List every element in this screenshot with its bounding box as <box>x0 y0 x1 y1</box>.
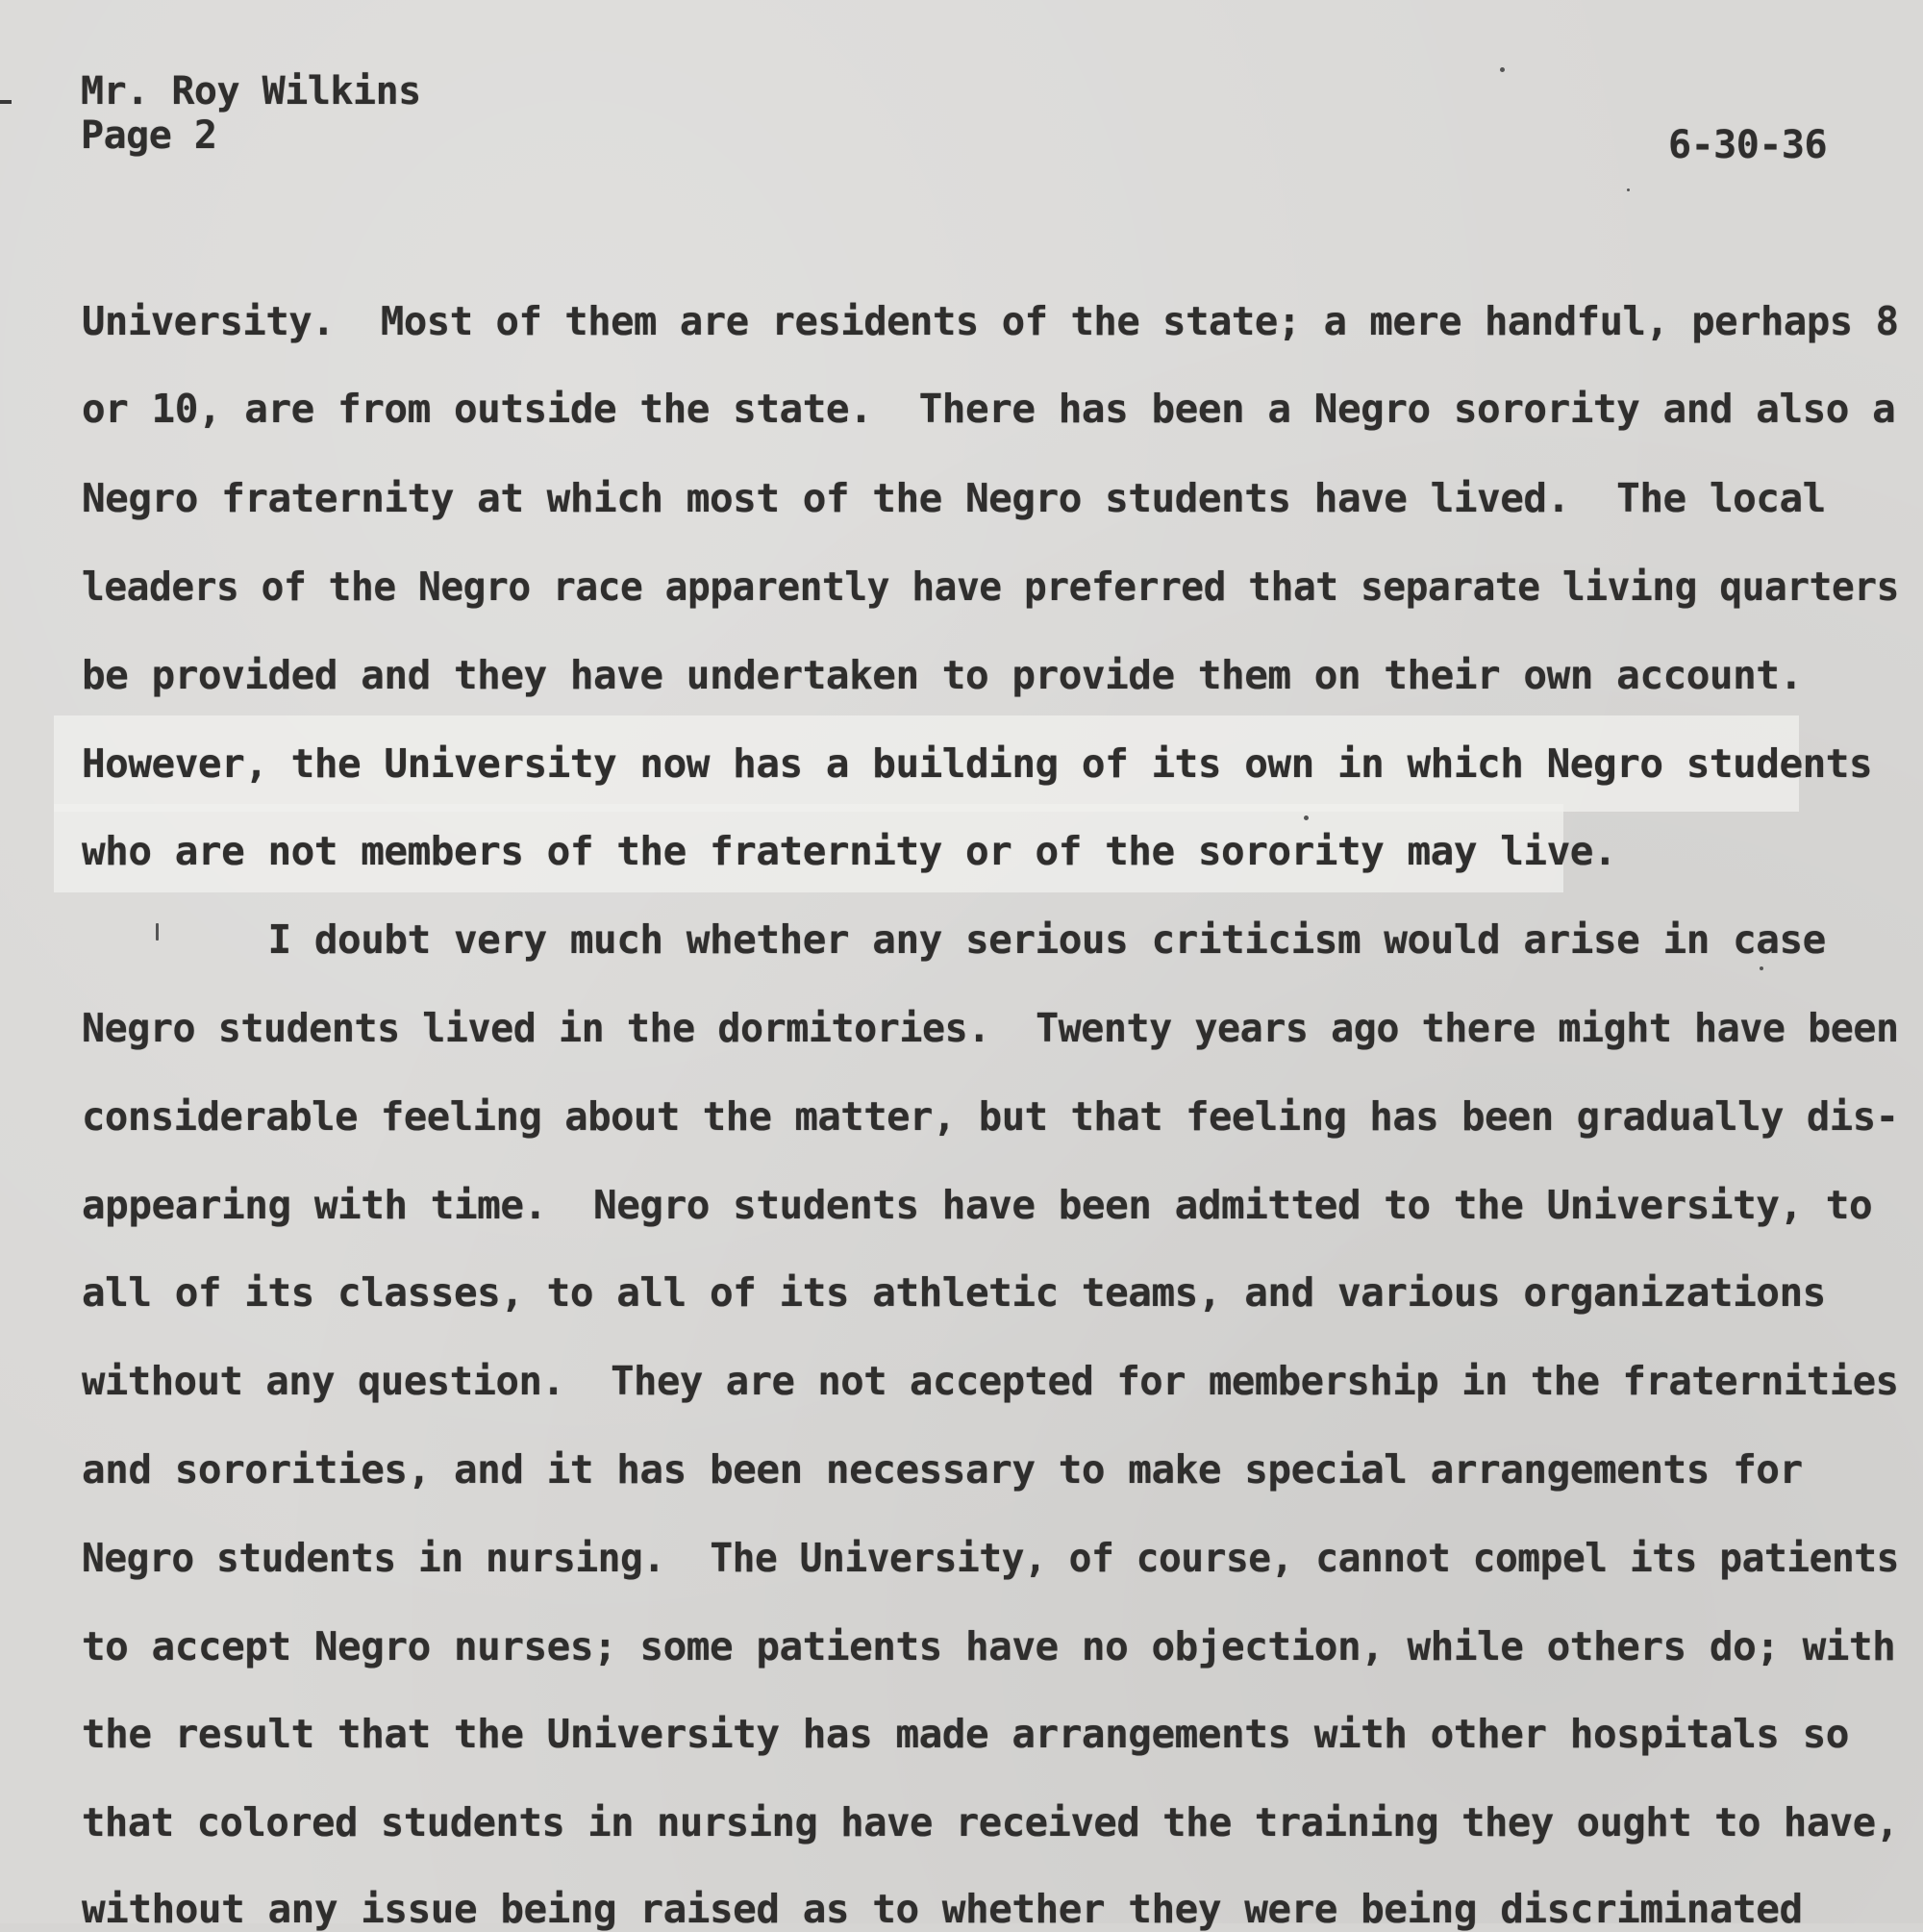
body-line-18: that colored students in nursing have received the training they ought to have, <box>82 1799 1899 1845</box>
body-line-19: without any issue being raised as to whether they were being discriminated <box>82 1886 1803 1932</box>
body-line-13: without any question. They are not accepted for membership in the fraternities <box>82 1358 1899 1404</box>
letter-date: 6-30-36 <box>1668 123 1828 167</box>
body-line-1: University. Most of them are residents of the state; a mere handful, perhaps 8 <box>82 298 1899 344</box>
paper-speck <box>1627 188 1630 191</box>
paper-speck <box>1500 67 1505 72</box>
body-line-14: and sororities, and it has been necessary to make special arrangements for <box>82 1446 1803 1493</box>
body-line-4: leaders of the Negro race apparently have preferred that separate living quarters <box>82 564 1899 610</box>
body-line-12: all of its classes, to all of its athletic teams, and various organizations <box>82 1269 1826 1316</box>
body-line-5: be provided and they have undertaken to provide them on their own account. <box>82 652 1803 698</box>
body-line-11: appearing with time. Negro students have been admitted to the University, to <box>82 1182 1873 1228</box>
body-line-3: Negro fraternity at which most of the Negro students have lived. The local <box>82 475 1826 521</box>
body-line-6: However, the University now has a building of its own in which Negro students <box>82 740 1873 787</box>
body-line-16: to accept Negro nurses; some patients have no objection, while others do; with <box>82 1623 1896 1669</box>
body-line-17: the result that the University has made arrangements with other hospitals so <box>82 1711 1849 1757</box>
edge-mark <box>0 100 12 104</box>
paper-speck <box>1760 966 1763 970</box>
body-line-2: or 10, are from outside the state. There has been a Negro sorority and also a <box>82 386 1896 432</box>
paper-speck <box>1304 815 1309 820</box>
body-line-7: who are not members of the fraternity or of the sorority may live. <box>82 828 1617 874</box>
page-number: Page 2 <box>81 113 217 158</box>
body-line-10: considerable feeling about the matter, but that feeling has been gradually dis- <box>82 1093 1899 1140</box>
body-line-15: Negro students in nursing. The University, of course, cannot compel its patients <box>82 1535 1899 1581</box>
body-line-9: Negro students lived in the dormitories. Twenty years ago there might have been <box>82 1005 1899 1051</box>
body-line-8: I doubt very much whether any serious criticism would arise in case <box>82 916 1826 963</box>
recipient-name: Mr. Roy Wilkins <box>81 69 421 113</box>
